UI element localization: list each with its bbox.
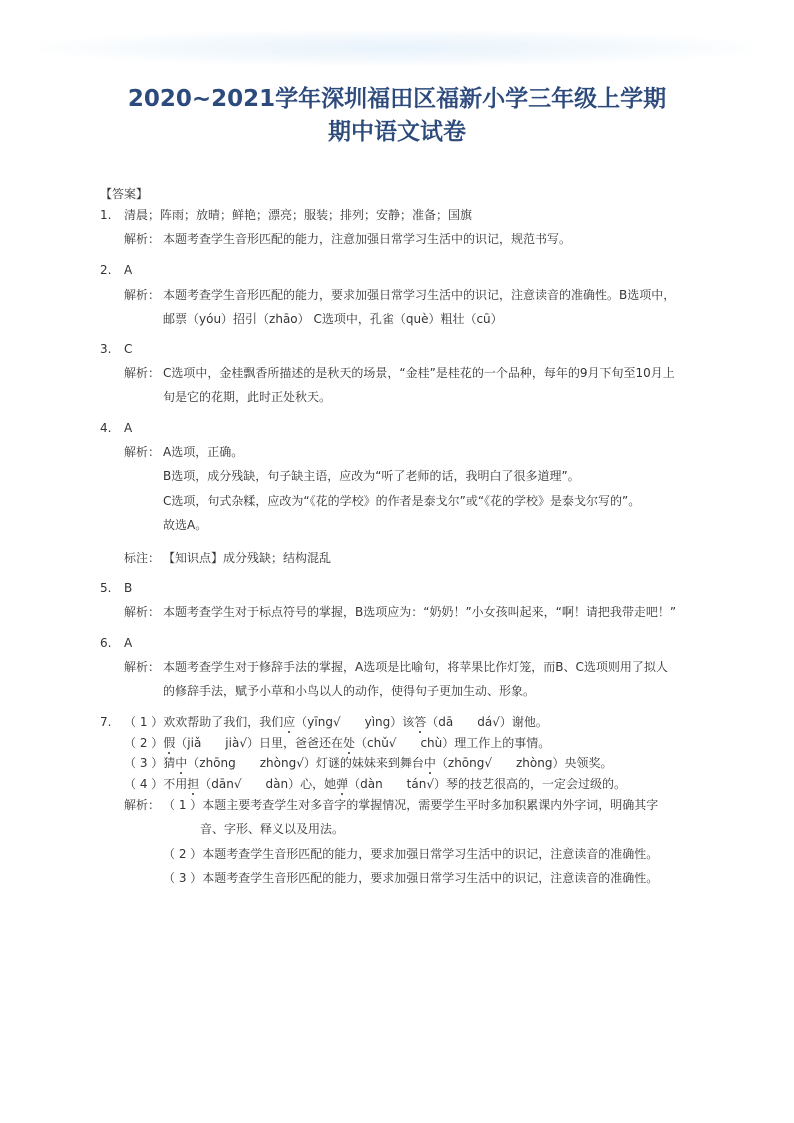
q7-s3-dotted-char-1: 中 [175,756,188,770]
q4-analysis-line-3: C选项，句式杂糅，应改为“《花的学校》的作者是泰戈尔”或“《花的学校》是泰戈尔写的”。 [163,494,641,508]
q7-s3-part-a: （ 3 ）猜 [124,756,176,770]
q3-answer: C [124,342,133,356]
q1-analysis: 本题考查学生音形匹配的能力，注意加强日常学习生活中的识记，规范书写。 [163,232,572,246]
q7-sentence-2 [124,735,550,751]
q7-s2-part-e: （chǔ√ chù）理工作上的事情。 [355,736,551,750]
answer-header: 【答案】 [100,187,149,201]
q4-number: 4. [100,421,112,435]
q3-analysis-line-1: C选项中，金桂飘香所描述的是秋天的场景，“金桂”是桂花的一个品种，每年的9月下旬至10月上 [163,366,675,380]
q4-note-label: 标注： [124,551,161,565]
q7-s2-dotted-char-1: 假 [163,736,176,750]
title-line-2: 期中语文试卷 [328,119,466,145]
q1-analysis-label: 解析： [124,232,161,246]
q6-analysis-label: 解析： [124,660,161,674]
q7-s1-part-a: （ 1 ）欢欢帮助了我们，我们 [124,715,284,729]
q7-analysis-line-2: （ 2 ）本题考查学生音形匹配的能力，要求加强日常学习生活中的识记，注意读音的准确性。 [163,847,659,861]
q7-s4-part-e: （dàn tán√）琴的技艺很高的，一定会过级的。 [348,777,626,791]
q5-analysis-label: 解析： [124,605,161,619]
q2-analysis-line-1: 本题考查学生音形匹配的能力，要求加强日常学习生活中的识记，注意读音的准确性。B选项中， [163,288,676,302]
q7-s4-dotted-char-2: 弹 [336,777,349,791]
q7-s2-part-a: （ 2 ） [124,736,164,750]
q7-s2-dotted-char-2: 处 [342,736,355,750]
q7-analysis-line-3: （ 3 ）本题考查学生音形匹配的能力，要求加强日常学习生活中的识记，注意读音的准确性。 [163,871,659,885]
q1-answer: 清晨；阵雨；放晴；鲜艳；漂亮；服装；排列；安静；准备；国旗 [124,208,473,222]
q4-note: 【知识点】成分残缺；结构混乱 [163,551,332,565]
q4-analysis-label: 解析： [124,445,161,459]
q6-answer: A [124,636,133,650]
q7-s3-part-e: （zhōng√ zhòng）央领奖。 [435,756,613,770]
q7-sentence-1 [124,714,548,730]
q5-analysis: 本题考查学生对于标点符号的掌握，B选项应为：“奶奶！”小女孩叫起来，“啊！请把我带走吧！” [163,605,677,619]
q4-analysis-line-2: B选项，成分残缺，句子缺主语，应改为“听了老师的话，我明白了很多道理”。 [163,469,580,483]
q7-analysis-line-1-cont: 音、字形、释义以及用法。 [200,822,345,836]
q7-s4-part-c: （dān√ dàn）心，她 [199,777,337,791]
q3-analysis-label: 解析： [124,366,161,380]
q7-sentence-3 [124,755,612,771]
q7-s4-part-a: （ 4 ）不用 [124,777,188,791]
q6-number: 6. [100,636,112,650]
q2-number: 2. [100,263,112,277]
q7-s1-dotted-char-2: 答 [414,715,427,729]
q7-s3-part-c: （zhōng zhòng√）灯谜的妹妹来到舞台 [187,756,424,770]
q4-analysis-line-4: 故选A。 [163,518,208,532]
q3-number: 3. [100,342,112,356]
q7-s4-dotted-char-1: 担 [187,777,200,791]
q2-analysis-label: 解析： [124,288,161,302]
q2-analysis-line-2: 邮票（yóu）招引（zhāo） C选项中，孔雀（què）粗壮（cū） [163,312,503,326]
q3-analysis-line-2: 旬是它的花期，此时正处秋天。 [163,390,332,404]
q5-number: 5. [100,581,112,595]
q7-s1-part-e: （dā dá√）谢他。 [426,715,548,729]
q7-s2-part-c: （jiǎ jià√）日里，爸爸还在 [175,736,343,750]
q4-answer: A [124,421,133,435]
q7-s3-dotted-char-2: 中 [423,756,436,770]
q1-number: 1. [100,208,112,222]
q5-answer: B [124,581,133,595]
q7-s1-part-c: （yīng√ yìng）该 [295,715,415,729]
q7-number: 7. [100,715,112,729]
q6-analysis-line-2: 的修辞手法，赋予小草和小鸟以人的动作，使得句子更加生动、形象。 [163,684,536,698]
title-line-1: 2020~2021学年深圳福田区福新小学三年级上学期 [127,86,667,112]
q4-analysis-line-1: A选项，正确。 [163,445,244,459]
q2-answer: A [124,263,133,277]
q7-analysis-label: 解析： [124,798,161,812]
q7-sentence-4 [124,776,626,792]
q7-analysis-line-1: （ 1 ）本题主要考查学生对多音字的掌握情况，需要学生平时多加积累课内外字词，明确其字 [163,798,659,812]
q6-analysis-line-1: 本题考查学生对于修辞手法的掌握，A选项是比喻句，将苹果比作灯笼，而B、C选项则用了拟人 [163,660,668,674]
q7-s1-dotted-char-1: 应 [283,715,296,729]
